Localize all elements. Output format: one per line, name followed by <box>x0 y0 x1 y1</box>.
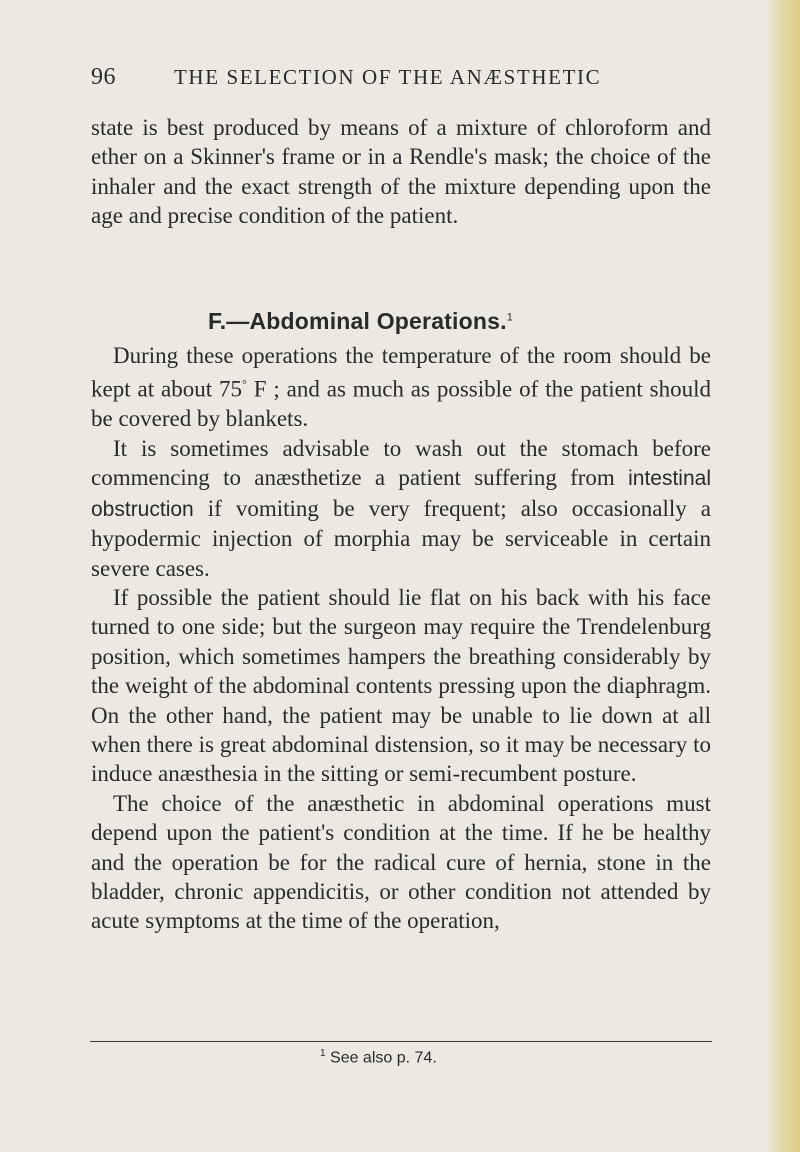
section-heading-text: F.—Abdominal Operations. <box>208 308 507 334</box>
footnote-marker: 1 <box>320 1048 326 1059</box>
page-edge <box>766 0 800 1152</box>
footnote <box>320 1048 437 1067</box>
degree-symbol: ° <box>241 377 247 392</box>
page-header <box>91 64 711 96</box>
emphasized-phrase: intestinal obstruction <box>91 467 711 521</box>
paragraph-text: state is best produced by means of a mixture of chloroform and ether on a Skinner's frame or in a Rendle's mask; the choice of the inhaler and the exact strength of the mixture depending upon the age and precise condition of the patient. <box>91 115 711 229</box>
footnote-reference: 1 <box>506 311 514 324</box>
paragraph-choice: The choice of the anæsthetic in abdominal operations must depend upon the patient's condition at the time. If he be healthy and the operation be for the radical cure of hernia, stone in the bladder, chronic appendicitis, or other condition not attended by acute symptoms at the time of the operation, <box>91 790 711 934</box>
page-number: 96 <box>91 64 116 90</box>
section-body <box>91 341 711 936</box>
paragraph-position: If possible the patient should lie flat on his back with his face turned to one side; but the surgeon may require the Trendelenburg position, which sometimes hampers the breathing considerably by the weight of the abdominal contents pressing upon the diaphragm. On the other hand, the patient may be unable to lie down at all when there is great abdominal distension, so it may be necessary to induce anæsthesia in the sitting or semi-recumbent posture. <box>91 584 711 787</box>
paragraph-text-part: if vomiting be very frequent; also occasionally a hypodermic injection of morphia may be serviceable in certain severe cases. <box>91 495 711 581</box>
footnote-divider <box>90 1041 712 1042</box>
paragraph-text-part: F ; and as much as possible of the patient should be covered by blankets. <box>91 377 712 432</box>
paragraph-text-part: During these operations the temperature of the room should be kept at about 75 <box>91 343 711 403</box>
paragraph-temperature <box>91 341 711 434</box>
body-paragraph-continuation <box>91 113 711 231</box>
paragraph-text-part: It is sometimes advisable to wash out the stomach before commencing to anæsthetize a patient suffering from <box>91 435 711 491</box>
section-heading <box>208 308 513 335</box>
paragraph-stomach <box>91 434 711 583</box>
footnote-text: See also p. 74. <box>330 1049 437 1067</box>
running-head: THE SELECTION OF THE ANÆSTHETIC <box>174 65 602 89</box>
